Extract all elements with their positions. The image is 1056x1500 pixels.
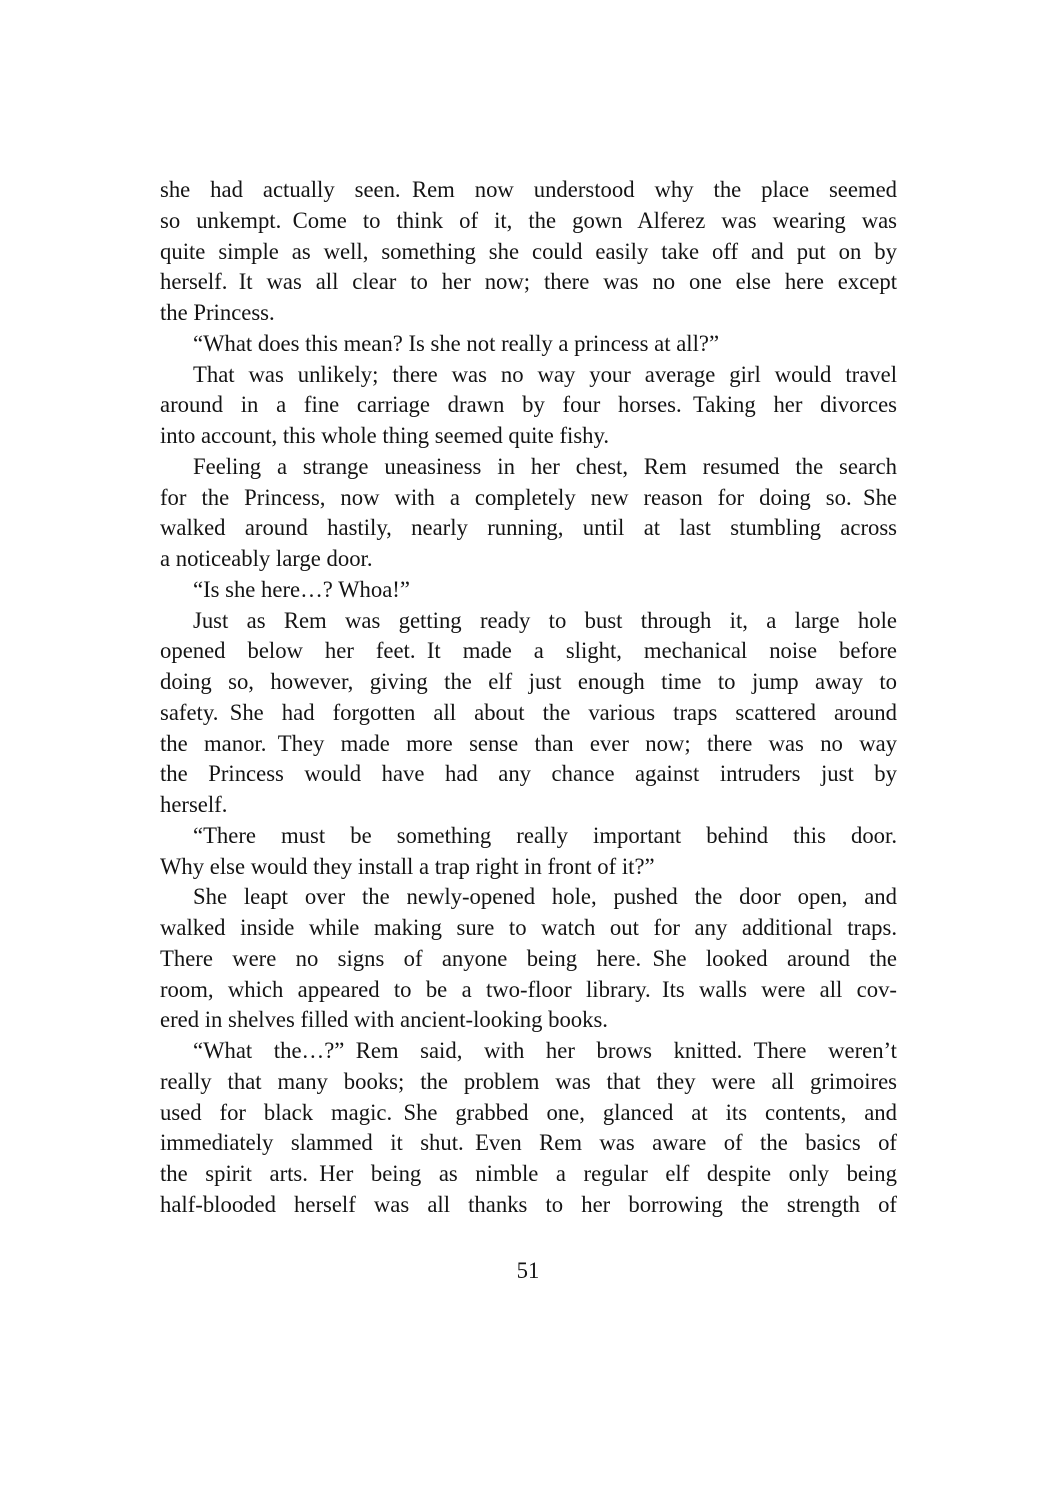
text-line: That was unlikely; there was no way your average girl would travel [193, 361, 897, 387]
text-line: “Is she here…? Whoa!” [193, 576, 410, 602]
text-line: herself. It was all clear to her now; there was no one else here except [160, 269, 897, 295]
text-line: immediately slammed it shut. Even Rem was aware of the basics of [160, 1130, 897, 1156]
paragraph [160, 575, 897, 606]
paragraph [160, 360, 897, 452]
text-line: really that many books; the problem was that they were all grimoires [160, 1068, 897, 1094]
text-line: half-blooded herself was all thanks to her borrowing the strength of [160, 1191, 897, 1217]
text-line: She leapt over the newly-opened hole, pushed the door open, and [193, 884, 897, 910]
text-line: Why else would they install a trap right in front of it?” [160, 853, 655, 879]
text-line: the manor. They made more sense than ever now; there was no way [160, 730, 897, 756]
text-line: Feeling a strange uneasiness in her chest, Rem resumed the search [193, 453, 897, 479]
text-line: “What does this mean? Is she not really a princess at all?” [193, 330, 720, 356]
text-line: opened below her feet. It made a slight, mechanical noise before [160, 638, 897, 664]
text-line: room, which appeared to be a two-floor library. Its walls were all cov- [160, 976, 897, 1002]
paragraph [160, 452, 897, 575]
text-line: Just as Rem was getting ready to bust through it, a large hole [193, 607, 897, 633]
text-line: the Princess. [160, 300, 275, 325]
paragraph [160, 329, 897, 360]
paragraph [160, 882, 897, 1036]
text-line: around in a fine carriage drawn by four horses. Taking her divorces [160, 392, 897, 418]
text-line: quite simple as well, something she could easily take off and put on by [160, 238, 897, 264]
paragraph [160, 821, 897, 883]
text-line: herself. [160, 792, 228, 817]
text-line: the Princess would have had any chance against intruders just by [160, 761, 897, 787]
paragraph [160, 606, 897, 821]
text-line: into account, this whole thing seemed quite fishy. [160, 423, 610, 448]
text-line: “What the…?” Rem said, with her brows knitted. There weren’t [193, 1038, 897, 1063]
text-line: doing so, however, giving the elf just enough time to jump away to [160, 669, 897, 694]
page-number: 51 [516, 1258, 540, 1283]
text-line: a noticeably large door. [160, 546, 373, 571]
text-line: she had actually seen. Rem now understood why the place seemed [160, 177, 897, 202]
text-line: walked inside while making sure to watch out for any additional traps. [160, 915, 897, 940]
paragraph [160, 175, 897, 329]
body-text [160, 175, 897, 1221]
paragraph [160, 1036, 897, 1221]
text-line: for the Princess, now with a completely new reason for doing so. She [160, 484, 897, 510]
text-line: walked around hastily, nearly running, until at last stumbling across [160, 515, 897, 541]
text-line: There were no signs of anyone being here. She looked around the [160, 945, 897, 971]
text-line: safety. She had forgotten all about the various traps scattered around [160, 699, 897, 725]
text-line: “There must be something really important behind this door. [193, 822, 897, 848]
text-line: used for black magic. She grabbed one, glanced at its contents, and [160, 1099, 897, 1125]
text-line: so unkempt. Come to think of it, the gown Alferez was wearing was [160, 207, 897, 233]
text-line: the spirit arts. Her being as nimble a regular elf despite only being [160, 1161, 897, 1186]
text-line: ered in shelves filled with ancient-looking books. [160, 1007, 608, 1033]
